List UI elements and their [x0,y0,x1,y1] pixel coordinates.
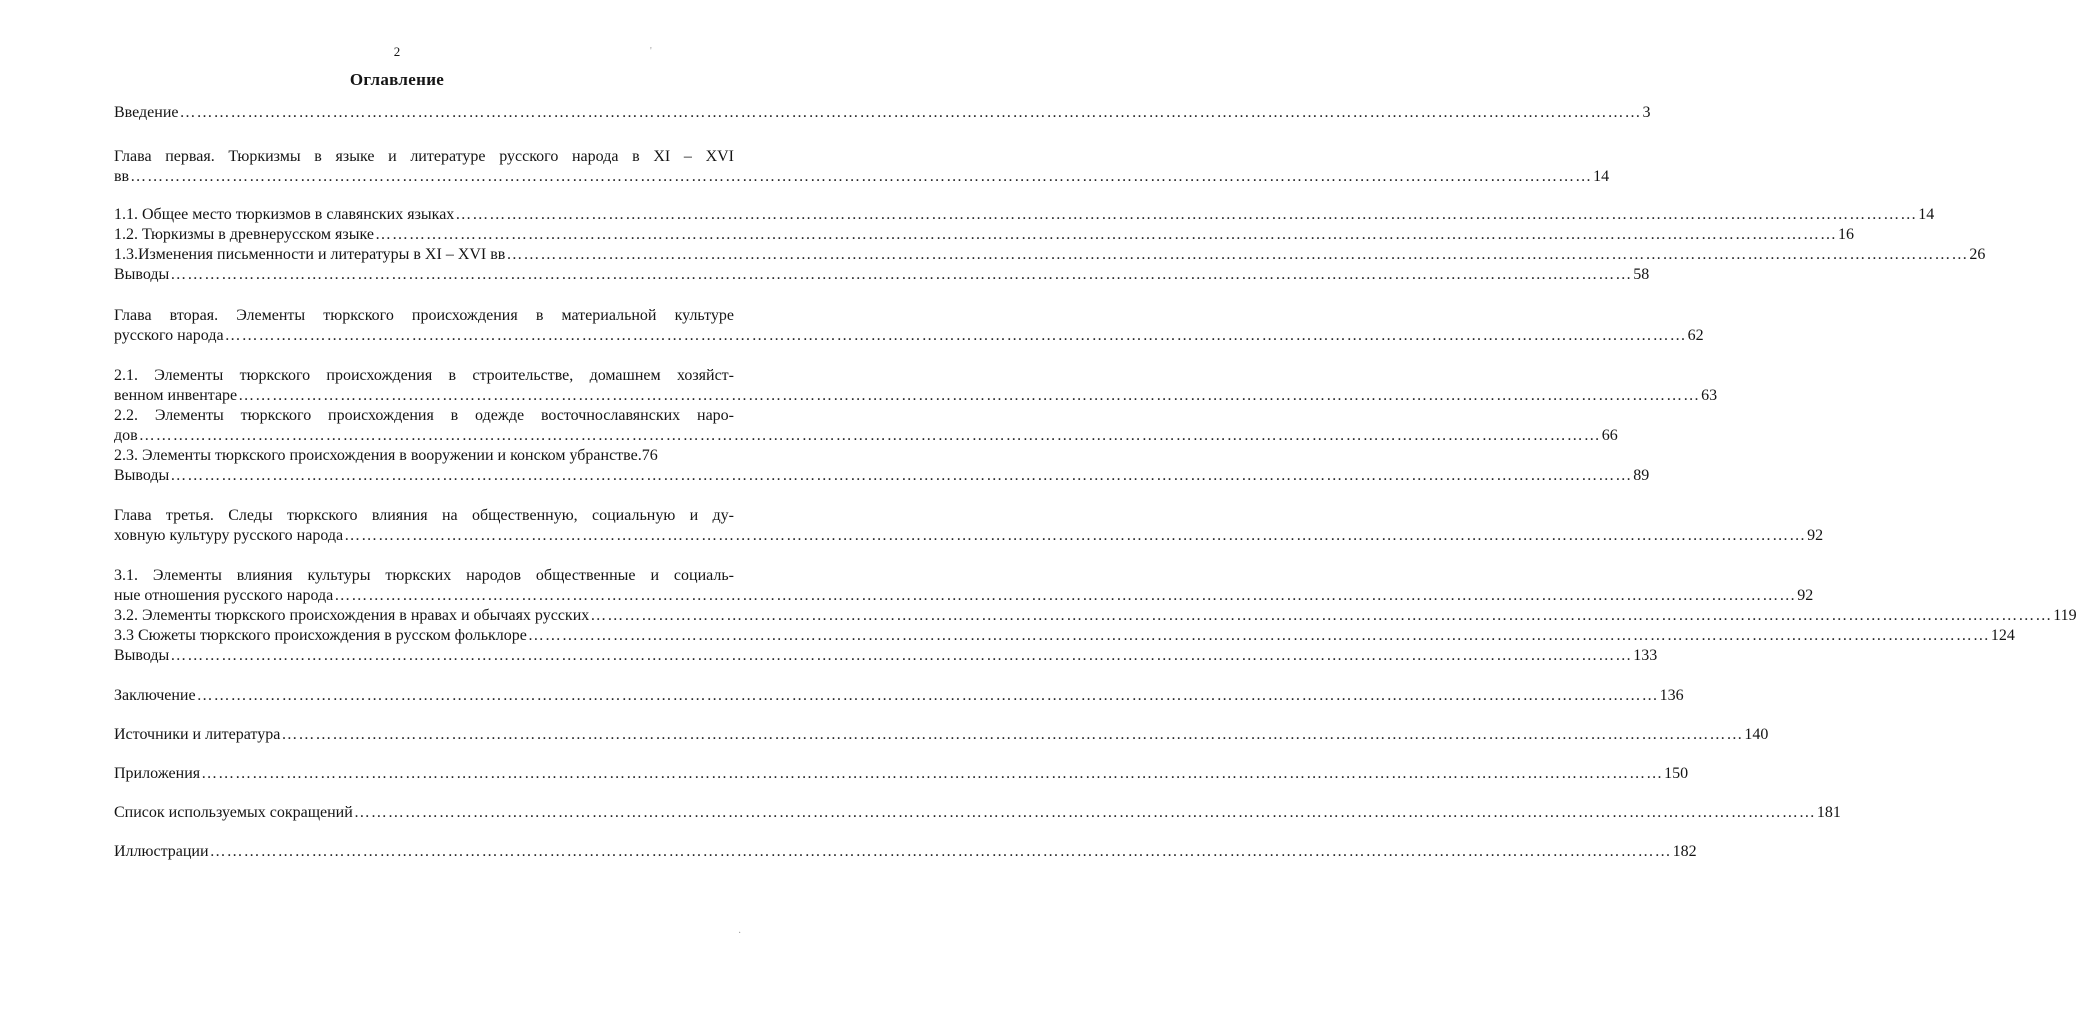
leader-dots: …………………………………………………………………………………………………………………………………………………………………………………………………………………………………… [344,527,1807,544]
toc-entry-conclusion[interactable] [114,686,1684,706]
toc-page-ref: 26 [1969,246,1986,263]
toc-page-ref: 92 [1797,587,1814,604]
scan-mark-top: ' [650,46,652,57]
leader-dots: …………………………………………………………………………………………………………………………………………………………………………………………………………………………………… [353,804,1816,821]
toc-entry-text: Введение [114,104,179,121]
toc-page-ref: 62 [1687,327,1704,344]
toc-entry-text: Источники и литература [114,726,281,743]
toc-entry-text: дов [114,427,138,444]
leader-dots: …………………………………………………………………………………………………………………………………………………………………………………………………………………………………… [196,687,1659,704]
toc-entry-intro[interactable] [114,103,1651,123]
toc-entry-text: вв [114,168,130,185]
leader-dots: …………………………………………………………………………………………………………………………………………………………………………………………………………………………………… [170,467,1633,484]
toc-entry-abbreviations[interactable] [114,803,1841,823]
toc-entry-text: Иллюстрации [114,843,209,860]
toc-page-ref: 181 [1816,804,1841,821]
toc-page-ref: 16 [1837,226,1854,243]
toc-page-ref: 92 [1807,527,1824,544]
leader-dots: …………………………………………………………………………………………………………………………………………………………………………………………………………………………………… [281,726,1744,743]
toc-page-ref: 124 [1990,627,2015,644]
leader-dots: …………………………………………………………………………………………………………………………………………………………………………………………………………………………………… [590,607,2053,624]
toc-page-ref: 58 [1633,266,1650,283]
toc-title: Оглавление [349,70,445,89]
toc-entry-1-2[interactable] [114,225,1854,245]
toc-chapter-3-line2[interactable] [114,526,1824,546]
toc-entry-text: 1.1. Общее место тюркизмов в славянских языках [114,206,455,223]
toc-entry-text: Список используемых сокращений [114,804,353,821]
toc-page-ref: 76 [641,447,658,464]
toc-page-ref: 182 [1672,843,1697,860]
toc-page-ref: 66 [1601,427,1618,444]
toc-entry-text: Выводы [114,467,170,484]
toc-entry-sources[interactable] [114,725,1769,745]
toc-entry-text: Выводы [114,266,170,283]
toc-entry-3-1-line1[interactable]: 3.1. Элементы влияния культуры тюркских народов общественные и социаль- [114,567,734,584]
toc-entry-text: 3.2. Элементы тюркского происхождения в нравах и обычаях русских [114,607,590,624]
toc-entry-3-2[interactable] [114,606,2077,626]
toc-page-ref: 89 [1633,467,1650,484]
leader-dots: …………………………………………………………………………………………………………………………………………………………………………………………………………………………………… [506,246,1969,263]
leader-dots: …………………………………………………………………………………………………………………………………………………………………………………………………………………………………… [138,427,1601,444]
leader-dots: …………………………………………………………………………………………………………………………………………………………………………………………………………………………………… [374,226,1837,243]
toc-entry-illustrations[interactable] [114,842,1697,862]
toc-page-ref: 63 [1701,387,1718,404]
toc-entry-conclusions-1[interactable] [114,265,1650,285]
toc-chapter-2-line1[interactable]: Глава вторая. Элементы тюркского происхождения в материальной культуре [114,307,734,324]
toc-entry-3-1-line2[interactable] [114,586,1814,606]
toc-page-ref: 140 [1744,726,1769,743]
toc-entry-text: 1.3.Изменения письменности и литературы в XI – XVI вв [114,246,506,263]
leader-dots: …………………………………………………………………………………………………………………………………………………………………………………………………………………………………… [130,168,1593,185]
toc-page-ref: 3 [1642,104,1651,121]
toc-entry-text: русского народа [114,327,224,344]
toc-chapter-2-line2[interactable] [114,326,1704,346]
leader-dots: …………………………………………………………………………………………………………………………………………………………………………………………………………………………………… [170,647,1633,664]
toc-entry-2-2-line2[interactable] [114,426,1618,446]
toc-entry-2-1-line1[interactable]: 2.1. Элементы тюркского происхождения в строительстве, домашнем хозяйст- [114,367,734,384]
toc-page-ref: 14 [1593,168,1610,185]
toc-entry-1-1[interactable] [114,205,1935,225]
toc-entry-conclusions-3[interactable] [114,646,1658,666]
toc-page-ref: 14 [1918,206,1935,223]
leader-dots: …………………………………………………………………………………………………………………………………………………………………………………………………………………………………… [527,627,1990,644]
toc-entry-text: Приложения [114,765,201,782]
toc-page-ref: 150 [1664,765,1689,782]
toc-entry-text: ные отношения русского народа [114,587,334,604]
toc-page-ref: 119 [2053,607,2077,624]
toc-entry-2-3[interactable] [114,446,734,466]
toc-entry-3-3[interactable] [114,626,2015,646]
leader-dots: …………………………………………………………………………………………………………………………………………………………………………………………………………………………………… [201,765,1664,782]
leader-dots: …………………………………………………………………………………………………………………………………………………………………………………………………………………………………… [238,387,1701,404]
toc-entry-text: Выводы [114,647,170,664]
toc-entry-2-1-line2[interactable] [114,386,1718,406]
toc-chapter-3-line1[interactable]: Глава третья. Следы тюркского влияния на общественную, социальную и ду- [114,507,734,524]
leader-dots: …………………………………………………………………………………………………………………………………………………………………………………………………………………………………… [224,327,1687,344]
toc-entry-text: Заключение [114,687,196,704]
toc-entry-1-3[interactable] [114,245,1986,265]
leader-dots: …………………………………………………………………………………………………………………………………………………………………………………………………………………………………… [455,206,1918,223]
toc-entry-text: венном инвентаре [114,387,238,404]
toc-entry-text: ховную культуру русского народа [114,527,344,544]
toc-page-ref: 136 [1659,687,1684,704]
toc-entry-text: 1.2. Тюркизмы в древнерусском языке [114,226,374,243]
toc-page-ref: 133 [1633,647,1658,664]
leader-dots: …………………………………………………………………………………………………………………………………………………………………………………………………………………………………… [209,843,1672,860]
leader-dots: …………………………………………………………………………………………………………………………………………………………………………………………………………………………………… [170,266,1633,283]
toc-entry-appendices[interactable] [114,764,1689,784]
toc-entry-text: 3.3 Сюжеты тюркского происхождения в русском фольклоре [114,627,527,644]
leader-dots: …………………………………………………………………………………………………………………………………………………………………………………………………………………………………… [334,587,1797,604]
toc-chapter-1-line2[interactable] [114,167,1610,187]
toc-chapter-1-line1[interactable]: Глава первая. Тюркизмы в языке и литературе русского народа в XI – XVI [114,148,734,165]
scan-mark-bottom: · [738,928,742,939]
toc-entry-conclusions-2[interactable] [114,466,1650,486]
leader-dots: …………………………………………………………………………………………………………………………………………………………………………………………………………………………………… [179,104,1642,121]
page-number: 2 [393,44,401,59]
toc-entry-2-2-line1[interactable]: 2.2. Элементы тюркского происхождения в одежде восточнославянских наро- [114,407,734,424]
toc-entry-text: 2.3. Элементы тюркского происхождения в вооружении и конском убранстве. [114,447,642,464]
